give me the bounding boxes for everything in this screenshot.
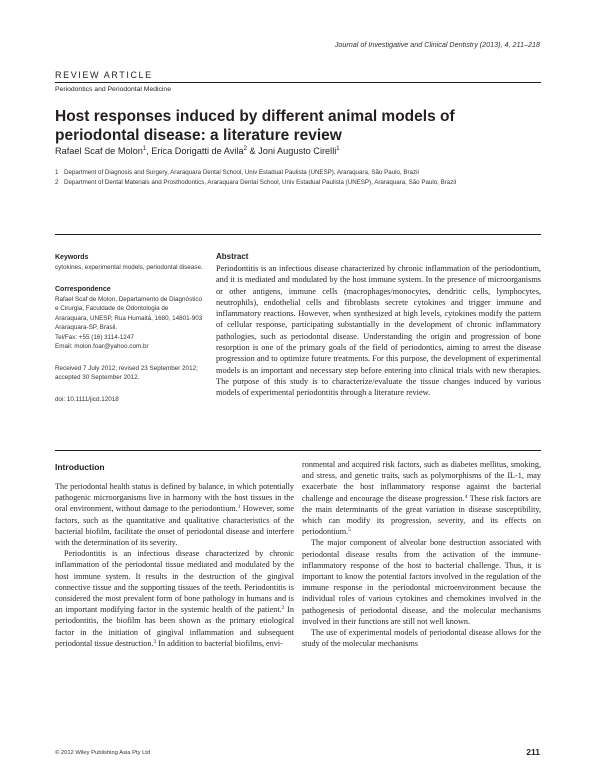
keywords-heading: Keywords [55, 254, 89, 261]
author-name: Erica Dorigatti de Avila [151, 146, 244, 156]
author-separator: & [246, 146, 259, 156]
body-paragraph [55, 548, 294, 649]
affiliation-number: 1 [55, 169, 59, 176]
front-matter-rule [55, 234, 541, 235]
abstract-rule [55, 450, 541, 451]
body-paragraph: The major component of alveolar bone destruction associated with periodontal disease results from the activation of the immune-inflammatory response of the host to bacterial challenge. Thus, it is important to know the potential factors involved in the regulation of the immune response in the periodontal microenvironment because the individual roles of various cytokines and chemokines involved in the pathogenesis of periodontal disease, and the molecular mechanisms involved in their functions are still not well known. [302, 538, 541, 626]
affiliation-number: 2 [55, 179, 59, 186]
affiliation-item [55, 178, 495, 188]
correspondence-telfax: Tel/Fax: +55 (16) 3114-1247 [55, 333, 134, 341]
body-paragraph [302, 459, 541, 537]
journal-reference: Journal of Investigative and Clinical Dentistry (2013), 4, 211–218 [334, 40, 540, 49]
citation-ref[interactable]: 5 [348, 527, 351, 534]
citation-ref[interactable]: 1 [237, 504, 241, 511]
doi-link[interactable]: doi: 10.1111/jicd.12018 [55, 395, 119, 403]
body-text: However, some factors, such as the quantitative and qualitative characteristics of the bacterial biofilm, facilitate the onset of periodontal disease and interfere with the determination of its severity. [55, 504, 294, 548]
body-text: The periodontal health status is defined by balance, in which potentially pathogenic microorganisms live in harmony with the host tissues in the oral environment, without damage to the periodontium. [55, 482, 294, 514]
article-sidebar [55, 253, 203, 404]
body-text: Periodontitis is an infectious disease characterized by chronic inflammation of the periodontal tissue mediated and modulated by the host immune system. It results in the destruction of the gingival connective tissue and the supporting tissues of the teeth. Periodontitis is considered the most prevalent form of bone pathology in humans and is an important modifying factor in the systemic health of the patient. [55, 549, 294, 615]
citation-ref[interactable]: 2 [281, 605, 285, 612]
article-type-label: REVIEW ARTICLE [55, 70, 153, 80]
author-affiliation-marker: 1 [336, 146, 340, 152]
body-text: In addition to bacterial biofilms, envi- [156, 638, 283, 648]
correspondence-heading: Correspondence [55, 285, 111, 293]
correspondence-address: Rafael Scaf de Molon, Departamento de Diagnóstico e Cirurgia, Faculdade de Odontologia de Araraquara, UNESP, Rua Humaitá, 1680, 14801-903 Araraquara-SP, Brasil. [55, 295, 203, 331]
body-paragraph [55, 481, 294, 548]
keywords-text: cytokines, experimental models, periodontal disease. [55, 264, 203, 271]
page-number: 211 [526, 747, 540, 757]
body-text: In periodontitis, the biofilm has been shown as the primary etiological factor in the initiation of gingival inflammation and subsequent periodontal tissue destruction. [55, 605, 294, 648]
correspondence-email[interactable]: Email: molon.foar@yahoo.com.br [55, 343, 149, 350]
body-column-right [302, 459, 541, 649]
author-affiliation-marker: 2 [243, 146, 247, 152]
article-title: Host responses induced by different animal models of periodontal disease: a literature review [55, 108, 455, 144]
abstract-heading: Abstract [216, 252, 249, 261]
affiliation-text: Department of Diagnosis and Surgery, Araraquara Dental School, Univ Estadual Paulista (UNESP), Araraquara, São Paulo, Brazil [64, 169, 419, 176]
copyright-notice: © 2012 Wiley Publishing Asia Pty Ltd [55, 750, 151, 756]
body-paragraph: The use of experimental models of periodontal disease allows for the study of the molecular mechanisms [302, 628, 541, 649]
received-dates: Received 7 July 2012; revised 23 September 2012; accepted 30 September 2012. [55, 364, 198, 381]
header-rule [55, 82, 541, 83]
citation-ref[interactable]: 4 [464, 493, 468, 500]
affiliation-text: Department of Dental Materials and Prosthodontics, Araraquara Dental School, Univ Estadual Paulista (UNESP), Araraquara, São Paulo, Brazil [64, 179, 457, 186]
introduction-heading: Introduction [55, 462, 105, 472]
citation-ref[interactable]: 3 [153, 638, 157, 645]
author-affiliation-marker: 1 [142, 146, 147, 152]
author-name: Joni Augusto Cirelli [258, 146, 337, 156]
author-list [55, 146, 541, 156]
body-column-left [55, 462, 294, 649]
affiliation-item [55, 168, 495, 178]
affiliations [55, 168, 495, 188]
abstract-text: Periodontitis is an infectious disease characterized by chronic inflammation of the periodontium, and it is mediated and modulated by the host immune system. In the presence of microorganisms or other antigens, immune cells (macrophages/monocytes, dendritic cells, lymphocytes, neutrophils), endothelial cells and fibroblasts secrete cytokines and trigger immune and inflammatory reactions. However, when synthesized at high levels, cytokines modify the pattern of cellular response, participating substantially in the development of chronic inflammatory pathologies, such as periodontal disease. Understanding the origin and progression of bone resorption is one of the primary goals of the field of periodontics, aiming to arrest the disease progression and to optimize future treatments. For this purpose, the development of experimental models is an important and necessary step before entering into clinical trials with new therapies. The purpose of this study is to characterize/evaluate the tissue changes induced by various models of experimental periodontitis through a literature review. [216, 264, 541, 398]
abstract-block [216, 251, 541, 399]
author-separator: , [146, 146, 152, 156]
section-label: Periodontics and Periodontal Medicine [55, 86, 171, 93]
body-text: These risk factors are the main determinants of the great variation in disease susceptibility, which can modify its progression, severity, and its effects on periodontium. [302, 493, 541, 537]
author-name: Rafael Scaf de Molon [55, 146, 143, 156]
body-text: ronmental and acquired risk factors, such as diabetes mellitus, smoking, and stress, and genetic traits, such as polymorphisms of the IL-1, may exacerbate the host inflammatory response against the bacterial challenge and encourage the disease progression. [302, 460, 541, 503]
